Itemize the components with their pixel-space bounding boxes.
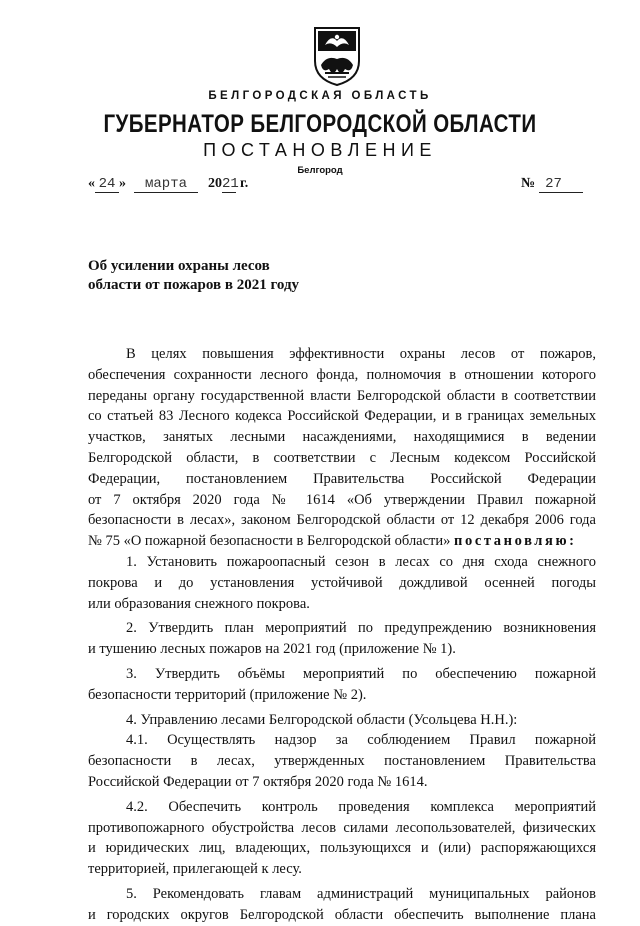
date-day: 24 — [98, 176, 116, 192]
body-line: или образования снежного покрова. — [88, 595, 310, 612]
body-line: 4.1. Осуществлять надзор за соблюдением Правил пожарной — [126, 732, 596, 749]
date-year-unit: г. — [240, 176, 249, 191]
body-line: и тушению лесных пожаров на 2021 год (приложение № 1). — [88, 641, 456, 658]
body-line-text: № 75 «О пожарной безопасности в Белгородской области» — [88, 533, 451, 550]
city-name: Белгород — [297, 165, 343, 176]
region-title: БЕЛГОРОДСКАЯ ОБЛАСТЬ — [208, 90, 432, 102]
governor-title: ГУБЕРНАТОР БЕЛГОРОДСКОЙ ОБЛАСТИ — [103, 110, 537, 138]
date-month: марта — [144, 176, 187, 192]
body-line — [88, 531, 596, 552]
body-line: 4.2. Обеспечить контроль проведения комплекса мероприятий — [126, 798, 596, 815]
body-line: покрова и до установления устойчивой дождливой осенней погоды — [88, 574, 596, 591]
body-line: безопасности в лесах, утвержденных постановлением Правительства — [88, 753, 596, 770]
document-body — [88, 344, 596, 926]
number-label: № — [521, 176, 536, 191]
body-line: Российской Федерации от 7 октября 2020 года № 1614. — [88, 773, 428, 790]
body-line: и городских округов Белгородской области обеспечить выполнение плана — [88, 906, 596, 923]
document-subject — [88, 257, 388, 295]
body-line: переданы органу государственной власти Белгородской области в соответствии — [88, 387, 596, 404]
body-line: и юридических лиц, владеющих, пользующихся и (или) распоряжающихся — [88, 840, 596, 857]
body-line: 4. Управлению лесами Белгородской области (Усольцева Н.Н.): — [126, 711, 518, 728]
document-type: ПОСТАНОВЛЕНИЕ — [203, 140, 437, 160]
date-year-prefix: 20 — [208, 176, 222, 191]
body-line: 5. Рекомендовать главам администраций муниципальных районов — [126, 885, 596, 902]
body-line: 2. Утвердить план мероприятий по предупреждению возникновения — [126, 620, 596, 637]
body-line: со статьей 83 Лесного кодекса Российской Федерации, и в границах земельных — [88, 408, 596, 425]
body-line: Белгородской области, в соответствии с Лесным кодексом Российской — [88, 449, 596, 466]
body-line: обеспечения сохранности лесного фонда, полномочия в отношении которого — [88, 366, 596, 383]
subject-line: Об усилении охраны лесов — [88, 258, 270, 274]
body-line: территорией, прилегающей к лесу. — [88, 861, 302, 878]
body-line: безопасности территорий (приложение № 2). — [88, 686, 367, 703]
document-date — [88, 176, 248, 193]
date-open-quote: « — [88, 176, 95, 191]
resolve-keyword: постановляю: — [454, 533, 577, 550]
subject-line: области от пожаров в 2021 году — [88, 277, 300, 293]
body-line: Федерации, постановлением Правительства Российской Федерации — [88, 470, 596, 487]
body-line: от 7 октября 2020 года № 1614 «Об утверждении Правил пожарной — [88, 491, 596, 508]
body-line: 3. Утвердить объёмы мероприятий по обеспечению пожарной — [126, 665, 596, 682]
coat-of-arms-icon — [311, 25, 363, 87]
date-year-suffix: 21 — [222, 176, 239, 192]
document-number — [521, 176, 583, 193]
date-close-quote: » — [119, 176, 126, 191]
body-line: безопасности в лесах», законом Белгородской области от 12 декабря 2006 года — [88, 512, 596, 529]
body-line: противопожарного обустройства лесов силами лесопользователей, физических — [88, 819, 596, 836]
body-line: участков, занятых лесными насаждениями, находящимися в ведении — [88, 429, 596, 446]
number-value: 27 — [545, 176, 562, 192]
body-line: В целях повышения эффективности охраны лесов от пожаров, — [126, 346, 596, 362]
body-line: 1. Установить пожароопасный сезон в лесах со дня схода снежного — [126, 553, 596, 570]
